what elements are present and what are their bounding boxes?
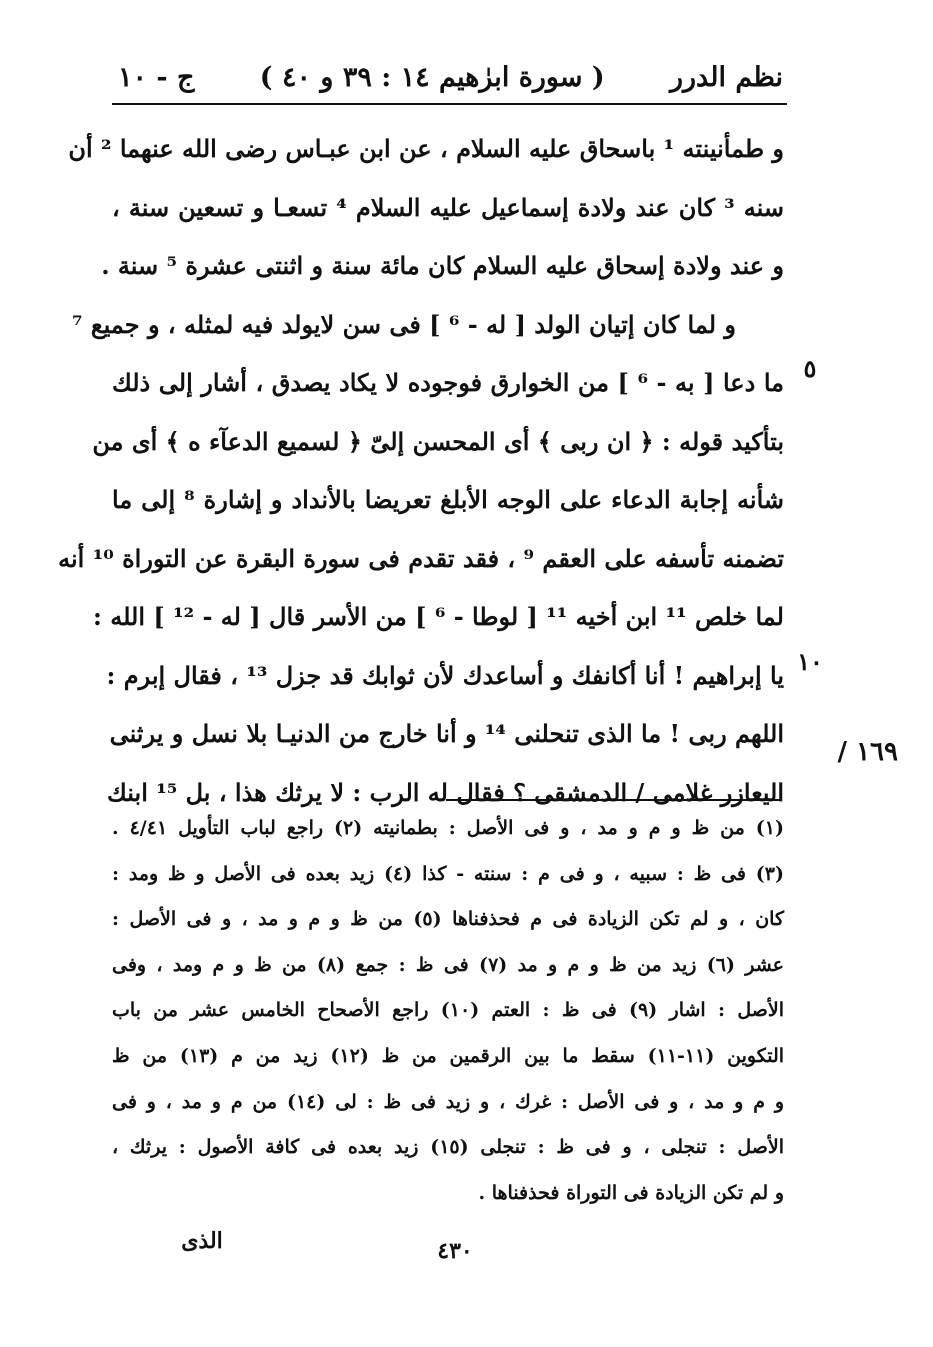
text-line: لما خلص ¹¹ ابن أخيه ¹¹ [ لوطا - ⁶ ] من الأسر قال [ له - ¹² ] الله : [92,602,784,631]
surah-reference: ( سورة ابرٰهيم ١٤ : ٣٩ و ٤٠ ) [259,61,605,93]
folio-marker: ١٦٩ / [837,737,898,767]
footnote-line: و لم تكن الزيادة فى التوراة فحذفناها . [478,1181,784,1204]
text-line: و لما كان إتيان الولد [ له - ⁶ ] فى سن لايولد فيه لمثله ، و جميع ⁷ [72,309,736,339]
text-line: اليعازر غلامى / الدمشقى ؟ فقال له الرب : لا يرثك هذا ، بل ¹⁵ ابنك [107,777,784,807]
footnote-line: و م و مد ، و فى الأصل : غرك ، و زيد فى ظ : لى (١٤) من م و مد ، و فى [112,1090,784,1113]
text-line: و طمأنينته ¹ باسحاق عليه السلام ، عن ابن عبـاس رضى الله عنهما ² أن [68,134,784,163]
text-line: ما دعا [ به - ⁶ ] من الخوارق فوجوده لا يكاد يصدق ، أشار إلى ذلك [112,368,784,397]
footnote-line: التكوين (١١-١١) سقط ما بين الرقمين من ظ (١٢) زيد من م (١٣) من ظ [112,1044,785,1067]
text-line: بتأكيد قوله : ﴿ ان ربى ﴾ أى المحسن إلىّ ﴿ لسميع الدعآء ه ﴾ أى من [92,426,784,456]
footnote-line: الأصل : اشار (٩) فى ظ : العتم (١٠) راجع الأصحاح الخامس عشر من باب [112,999,785,1022]
page-number: ٤٣٠ [437,1238,473,1264]
text-line: يا إبراهيم ! أنا أكانفك و أساعدك لأن ثوابك قد جزل ¹³ ، فقال إبرم : [106,660,784,690]
text-line: و عند ولادة إسحاق عليه السلام كان مائة سنة و اثنتى عشرة ⁵ سنة . [101,251,784,280]
text-line: سنه ³ كان عند ولادة إسماعيل عليه السلام ⁴ تسعـا و تسعين سنة ، [112,192,785,222]
book-title: نظم الدرر [669,61,783,93]
volume-number: ج - ١٠ [118,61,195,93]
footnote-line: كان ، و لم تكن الزيادة فى م فحذفناها (٥) من ظ و م و مد ، و فى الأصل : [112,908,784,931]
header-rule [112,103,787,105]
line-number-5: ٥ [803,354,817,383]
footnote-line: (٣) فى ظ : سبيه ، و فى م : سنته - كذا (٤) زيد بعده فى الأصل و ظ ومد : [112,862,785,885]
running-header [118,55,783,99]
footnote-line: الأصل : تنجلى ، و فى ظ : تنجلى (١٥) زيد بعده فى كافة الأصول : يرثك ، [112,1136,784,1159]
footnote-line: (١) من ظ و م و مد ، و فى الأصل : بطمانيته (٢) راجع لباب التأويل ٤/٤١ . [112,817,785,839]
text-line: تضمنه تأسفه على العقم ⁹ ، فقد تقدم فى سورة البقرة عن التوراة ¹⁰ أنه [58,543,784,573]
main-text [58,120,785,822]
text-line: اللهم ربى ! ما الذى تنحلنى ¹⁴ و أنا خارج من الدنيـا بلا نسل و يرثنى [109,719,784,748]
footnote-rule [446,799,782,801]
footnotes [112,806,784,1216]
footnote-line: عشر (٦) زيد من ظ و م و مد (٧) فى ظ : جمع (٨) من ظ و م ومد ، وفى [112,953,785,976]
catchword: الذى [181,1228,223,1254]
text-line: شأنه إجابة الدعاء على الوجه الأبلغ تعريضا بالأنداد و إشارة ⁸ إلى ما [112,485,784,514]
line-number-10: ١٠ [797,647,823,676]
